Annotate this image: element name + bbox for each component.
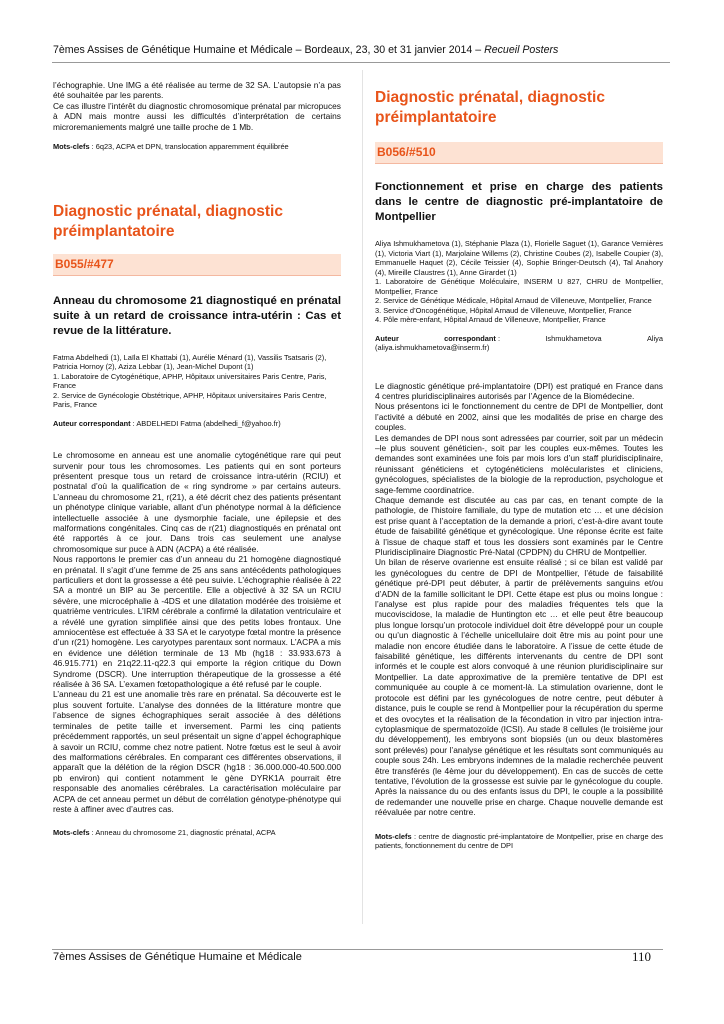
footer-title: 7èmes Assises de Génétique Humaine et Médicale bbox=[53, 951, 302, 963]
running-header bbox=[53, 44, 678, 56]
abstract-body: Le chromosome en anneau est une anomalie cytogénétique rare qui peut survenir pour tous les chromosomes. Les patients qui en sont porteurs présentent presque tous un retard de croissance intra-utérin (RCIU) et postnatal d’où la qualification de « ring syndrome » par certains auteurs. L’anneau du chromosome 21, r(21), a été décrit chez des patients présentant un phénotype clinique variable, allant d’un phénotype normal à la déficience intellectuelle associée à une dysmorphie faciale, une épilepsie et des malformations congénitales. Cinq cas de r(21) diagnostiqués en prénatal ont été rapportés à ce jour. Dans trois cas seulement une analyse chromosomique sur puce à ADN (ACPA) a été réalisée. Nous rapportons le premier cas d’un anneau du 21 homogène diagnostiqué en prénatal. Il s’agit d’une femme de 25 ans sans antécédents pathologiques particuliers et dont la grossesse a été peu suivie. L’échographie réalisée à 22 SA a montré un BIP au 3e percentile. Elle a objectivé à 32 SA un RCIU sévère, une microcéphalie à -4DS et une dilatation modérée des troisième et quatrième ventricules. L’IRM cérébrale a confirmé la dilatation ventriculaire et a révélé une gyration simplifiée ainsi que des petits lobes frontaux. Une amniocentèse est effectuée à 33 SA et le caryotype fœtal montre la présence d’un r(21) homogène. Les caryotypes parentaux sont normaux. L’ACPA a mis en évidence une délétion terminale de 13 Mb (hg18 : 33.933.673 à 46.915.771) en 21q22.11-q22.3 qui emporte la région critique du Down Syndrome (DSCR). Une interruption thérapeutique de la grossesse a été réalisée à 36 SA. L’examen fœtopathologique a été refusé par le couple. L’anneau du 21 est une anomalie très rare en prénatal. Sa découverte est le plus souvent fortuite. L’analyse des données de la littérature montre que l’absence de signes échographiques serait associée à des délétions terminales de petite taille et inversement. Parmi les cinq patients précédemment rapportés, un seul présentait un signe d’appel échographique à savoir un RCIU, comme chez notre patient. Notre fœtus est le seul à avoir des malformations cérébrales. En comparant ces différentes observations, il apparaît que la délétion de la région DSCR (hg18 : 36.000.000-40.500.000 pb environ) qui contient notamment le gène DYRK1A pourrait être responsable des anomalies cérébrales. La caractérisation moléculaire par ACPA de cet anneau permet un début de corrélation génotype-phénotype qui reste à affiner avec d’autres cas. bbox=[53, 450, 341, 814]
corresponding-text: : ABDELHEDI Fatma (abdelhedi_f@yahoo.fr) bbox=[130, 418, 281, 428]
corresponding-colon: : bbox=[495, 333, 501, 343]
corresponding-word-group bbox=[444, 334, 500, 344]
corresponding-author bbox=[53, 419, 341, 429]
corresponding-firstname: Aliya bbox=[646, 333, 663, 343]
authors-affiliations: Aliya Ishmukhametova (1), Stéphanie Plaza (1), Florielle Saguet (1), Garance Vernières (1), Victoria Viart (1), Marjolaine Willems (2), Christine Coubes (2), Isabelle Coupier (3), Emmanuelle Haquet (2), Cécile Teissier (4), Sophie Bringer-Deutsch (4), Tal Anahory (4), Mireille Claustres (1), Anne Girardet (1) 1. Laboratoire de Génétique Moléculaire, INSERM U 827, CHRU de Montpellier, Montpellier, France 2. Service de Génétique Médicale, Hôpital Arnaud de Villeneuve, Montpellier, France 3. Service d’Oncogénétique, Hôpital Arnaud de Villeneuve, Montpellier, France 4. Pôle mère-enfant, Hôpital Arnaud de Villeneuve, Montpellier, France bbox=[375, 239, 663, 324]
left-column bbox=[53, 80, 341, 838]
continued-text: l’échographie. Une IMG a été réalisée au terme de 32 SA. L’autopsie n’a pas été souhaitée par les parents. Ce cas illustre l’intérêt du diagnostic chromosomique prénatal par micropuces à ADN mais montre aussi les difficultés d’interprétation de certains microremaniements malgré une taille proche de 1 Mb. bbox=[53, 80, 341, 132]
corresponding-email: (aliya.ishmukhametova@inserm.fr) bbox=[375, 343, 490, 352]
authors-affiliations: Fatma Abdelhedi (1), Laïla El Khattabi (1), Aurélie Ménard (1), Vassilis Tsatsaris (2), Patricia Hornoy (2), Aziza Lebbar (1), Jean-Michel Dupont (1) 1. Laboratoire de Cytogénétique, APHP, Hôpitaux universitaires Paris Centre, Paris, France 2. Service de Gynécologie Obstétrique, APHP, Hôpitaux universitaires Paris Centre, Paris, France bbox=[53, 352, 327, 410]
corresponding-word: correspondant bbox=[444, 333, 496, 343]
page-number: 110 bbox=[632, 949, 652, 964]
header-recueil: Recueil Posters bbox=[484, 44, 559, 56]
keywords-text: : centre de diagnostic pré-implantatoire de Montpellier, prise en charge des patients, fonctionnement du centre de DPI bbox=[375, 831, 663, 851]
header-text: 7èmes Assises de Génétique Humaine et Médicale – Bordeaux, 23, 30 et 31 janvier 2014 – bbox=[53, 44, 485, 56]
code-rule bbox=[375, 163, 663, 164]
corresponding-line bbox=[375, 334, 663, 344]
keywords-text: : 6q23, ACPA et DPN, translocation apparemment équilibrée bbox=[89, 142, 289, 152]
keywords-label: Mots-clefs bbox=[375, 831, 412, 841]
corresponding-label: Auteur correspondant bbox=[53, 418, 131, 428]
right-column bbox=[375, 80, 663, 851]
article-title: Fonctionnement et prise en charge des patients dans le centre de diagnostic pré-implantatoire de Montpellier bbox=[375, 181, 663, 223]
section-category: Diagnostic prénatal, diagnostic préimplantatoire bbox=[53, 202, 283, 240]
keywords-label: Mots-clefs bbox=[53, 828, 90, 838]
abstract-code: B055/#477 bbox=[53, 254, 341, 275]
abstract-code: B056/#510 bbox=[375, 142, 663, 163]
corresponding-word: Auteur bbox=[375, 333, 399, 343]
keywords bbox=[53, 142, 341, 152]
keywords bbox=[53, 828, 341, 838]
corresponding-name: Ishmukhametova bbox=[545, 333, 602, 343]
column-divider bbox=[362, 70, 363, 924]
section-category: Diagnostic prénatal, diagnostic préimplantatoire bbox=[375, 89, 605, 126]
code-rule bbox=[53, 275, 341, 276]
article-title: Anneau du chromosome 21 diagnostiqué en prénatal suite à un retard de croissance intra-utérin : Cas et revue de la littérature. bbox=[53, 294, 341, 337]
corresponding-author bbox=[375, 334, 663, 353]
keywords-text: : Anneau du chromosome 21, diagnostic prénatal, ACPA bbox=[89, 828, 276, 838]
header-rule bbox=[52, 62, 670, 63]
abstract-body: Le diagnostic génétique pré-implantatoire (DPI) est pratiqué en France dans 4 centres pluridisciplinaires autorisés par l’Agence de la Biomédecine. Nous présentons ici le fonctionnement du centre de DPI de Montpellier, dont l’activité a débuté en 2002, ainsi que les modalités de prise en charge des couples. Les demandes de DPI nous sont adressées par courrier, soit par un médecin –le plus souvent généticien-, soit par les couples eux-mêmes. Toutes les demandes sont examinées une fois par mois lors d’un staff pluridisciplinaire, réunissant généticiens et cytogénéticiens molécularistes et cliniciens, gynécologues, spécialistes de la biologie de la reproduction, psychologue et sage-femme coordinatrice. Chaque demande est discutée au cas par cas, en tenant compte de la pathologie, de l’histoire familiale, du type de mutation etc … et une décision est prise quant à l’acceptation de la demande a priori, c’est-à-dire avant toute étude de faisabilité génétique et gynécologique. Une réponse écrite est faite à l’issue de chaque staff et tous les dossiers sont examinés par le Centre Pluridisciplinaire Diagnostic Pré-Natal (CPDPN) du CHRU de Montpellier. Un bilan de réserve ovarienne est ensuite réalisé ; si ce bilan est validé par les gynécologues du centre de DPI de Montpellier, l’étude de faisabilité génétique pré-DPI peut débuter, à partir de prélèvements sanguins et/ou d’ADN de la famille sollicitant le DPI. Cette étape est plus ou moins longue : l’analyse est plus rapide pour des maladies fréquentes tels que la mucoviscidose, la maladie de Huntington etc … et elle peut être beaucoup plus longue lorsqu’un protocole individuel doit être développé pour un couple ou qu’un diagnostic à l’échelle unicellulaire doit être mis au point pour une maladie non encore étudiée dans le laboratoire. A l’issue de cette étude de faisabilité génétique, les différents intervenants du centre de DPI sont informés et le couple est alors convoqué à une réunion pluridisciplinaire sur Montpellier. La date approximative de la première tentative de DPI est communiquée au couple à ce moment-là. La stimulation ovarienne, dont le protocole est défini par les gynécologues de notre centre, peut débuter à distance, puis le couple se rend à Montpellier pour la récupération du sperme et des ovocytes et la réalisation de la fécondation in vitro par injection intra-cytoplasmique de spermatozoïde (ICSI). Au stade 8 cellules (le troisième jour du développement), les embryons sont biopsiés (un ou deux blastomères sont prélevés) pour l’analyse génétique et les résultats sont communiqués au couple sous 24h. Les embryons indemnes de la maladie recherchée peuvent être transférés (le 4ème jour du développement). En cas de succès de cette tentative, l’évolution de la grossesse est suivie par le gynécologue du couple. Après la naissance du ou des enfants issus du DPI, le couple a la possibilité de redemander une nouvelle prise en charge. Chaque nouvelle demande est réévaluée par notre centre. bbox=[375, 380, 663, 818]
keywords-label: Mots-clefs bbox=[53, 142, 90, 152]
footer-rule bbox=[52, 949, 663, 950]
keywords bbox=[375, 832, 663, 851]
